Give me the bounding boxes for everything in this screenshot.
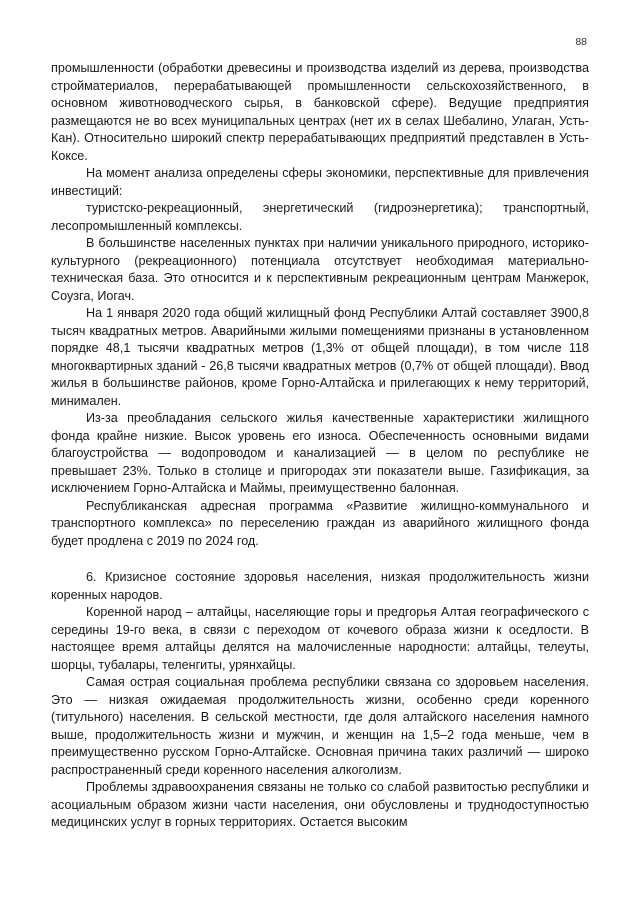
paragraph: Республиканская адресная программа «Развитие жилищно-коммунального и транспортного комплекса» по переселению граждан из аварийного жилищного фонда будет продлена с 2019 по 2024 год. bbox=[51, 498, 589, 548]
page-number: 88 bbox=[575, 36, 587, 48]
document-body bbox=[51, 60, 589, 832]
paragraph: туристско-рекреационный, энергетический (гидроэнергетика); транспортный, лесопромышленный комплексы. bbox=[51, 201, 589, 233]
paragraph: Из-за преобладания сельского жилья качественные характеристики жилищного фонда крайне низкие. Высок уровень его износа. Обеспеченность основными видами благоустройства — водопроводом и канализацией — в целом по республике не превышает 23%. Только в столице и пригородах эти показатели выше. Газификация, за исключением Горно-Алтайска и Маймы, преимущественно балонная. bbox=[51, 411, 589, 495]
paragraph: На 1 января 2020 года общий жилищный фонд Республики Алтай составляет 3900,8 тысяч квадратных метров. Аварийными жилыми помещениями признаны в установленном порядке 48,1 тысячи квадратных метров (1,3% от общей площади), в том числе 118 многоквартирных зданий - 26,8 тысячи квадратных метров (0,7% от общей площади). Ввод жилья в большинстве районов, кроме Горно-Алтайска и прилегающих к нему территорий, минимален. bbox=[51, 306, 589, 408]
paragraph: На момент анализа определены сферы экономики, перспективные для привлечения инвестиций: bbox=[51, 166, 589, 198]
paragraph: Проблемы здравоохранения связаны не только со слабой развитостью республики и асоциальным образом жизни части населения, они обусловлены и труднодоступностью медицинских услуг в горных территориях. Остается высоким bbox=[51, 780, 589, 829]
section-heading: 6. Кризисное состояние здоровья населения, низкая продолжительность жизни коренных народов. bbox=[51, 570, 589, 602]
paragraph: В большинстве населенных пунктах при наличии уникального природного, историко-культурного (рекреационного) потенциала отсутствует необходимая материально-техническая база. Это относится и к перспективным рекреационным центрам Манжерок, Соузга, Иогач. bbox=[51, 236, 589, 303]
paragraph: Самая острая социальная проблема республики связана со здоровьем населения. Это — низкая ожидаемая продолжительность жизни, особенно среди коренного (титульного) населения. В сельской местности, где доля алтайского населения намного выше, продолжительность жизни и мужчин, и женщин на 1,5–2 года меньше, чем в преимущественно русском Горно-Алтайске. Основная причина таких различий — широко распространенный среди коренного населения алкоголизм. bbox=[51, 675, 589, 777]
paragraph: промышленности (обработки древесины и производства изделий из дерева, производства стройматериалов, перерабатывающей промышленности сельскохозяйственного, в основном животноводческого сырья, в банковской сфере). Ведущие предприятия размещаются не во всех муниципальных центрах (нет их в селах Шебалино, Улаган, Усть-Кан). Относительно широкий спектр перерабатывающих предприятий представлен в Усть-Коксе. bbox=[51, 61, 589, 163]
paragraph: Коренной народ – алтайцы, населяющие горы и предгорья Алтая географического с середины 19-го века, в связи с переходом от кочевого образа жизни к оседлости. В настоящее время алтайцы делятся на малочисленные народности: алтайцы, телеуты, шорцы, тубалары, теленгиты, урянхайцы. bbox=[51, 605, 589, 672]
